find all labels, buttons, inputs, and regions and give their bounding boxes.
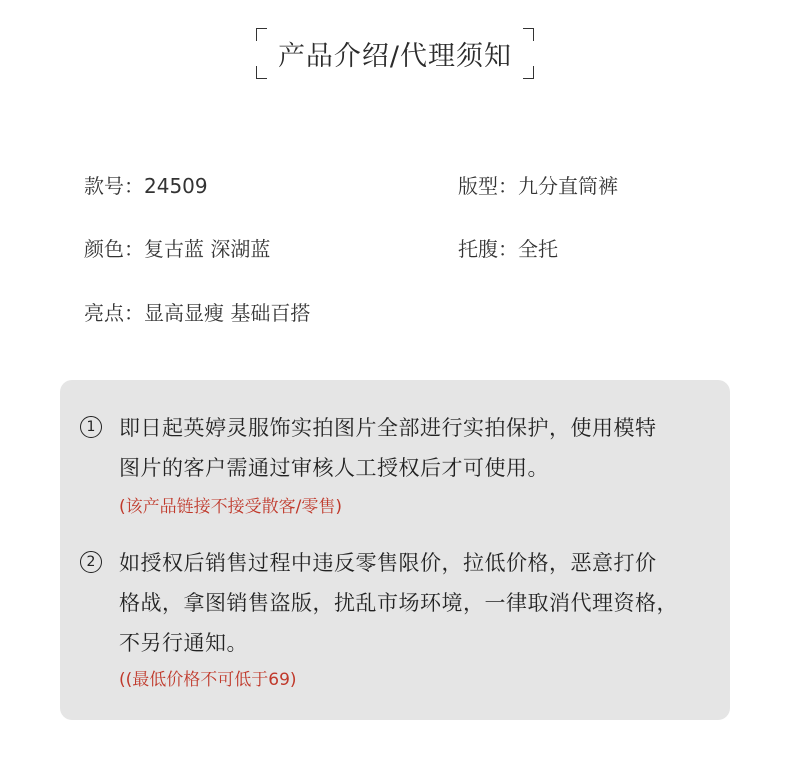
page-title: 产品介绍/代理须知	[277, 41, 513, 72]
notice-item-2-line-3: 不另行通知。	[119, 631, 248, 655]
spec-color: 颜色：复古蓝 深湖蓝	[84, 237, 271, 261]
notice-item-1-line-2: 图片的客户需通过审核人工授权后才可使用。	[119, 456, 549, 480]
spec-style-no: 款号：24509	[84, 174, 208, 198]
spec-fit: 版型：九分直筒裤	[458, 174, 618, 198]
bracket-top-right	[523, 28, 534, 41]
notice-item-1-note: (该产品链接不接受散客/零售)	[119, 497, 342, 517]
notice-item-2-line-1: 如授权后销售过程中违反零售限价，拉低价格，恶意打价	[119, 551, 657, 575]
bracket-top-left	[256, 28, 267, 41]
bracket-bottom-left	[256, 66, 267, 79]
circled-number-2: 2	[80, 551, 102, 573]
notice-item-2-note: ((最低价格不可低于69)	[119, 670, 297, 690]
agent-notice-panel	[60, 380, 730, 720]
page-title-frame	[256, 28, 534, 79]
spec-highlight: 亮点：显高显瘦 基础百搭	[84, 301, 311, 325]
notice-item-1-line-1: 即日起英婷灵服饰实拍图片全部进行实拍保护，使用模特	[119, 416, 657, 440]
circled-number-1: 1	[80, 416, 102, 438]
spec-belly: 托腹：全托	[458, 237, 558, 261]
title-area	[0, 28, 790, 79]
notice-item-2-line-2: 格战，拿图销售盗版，扰乱市场环境，一律取消代理资格，	[119, 591, 678, 615]
bracket-bottom-right	[523, 66, 534, 79]
